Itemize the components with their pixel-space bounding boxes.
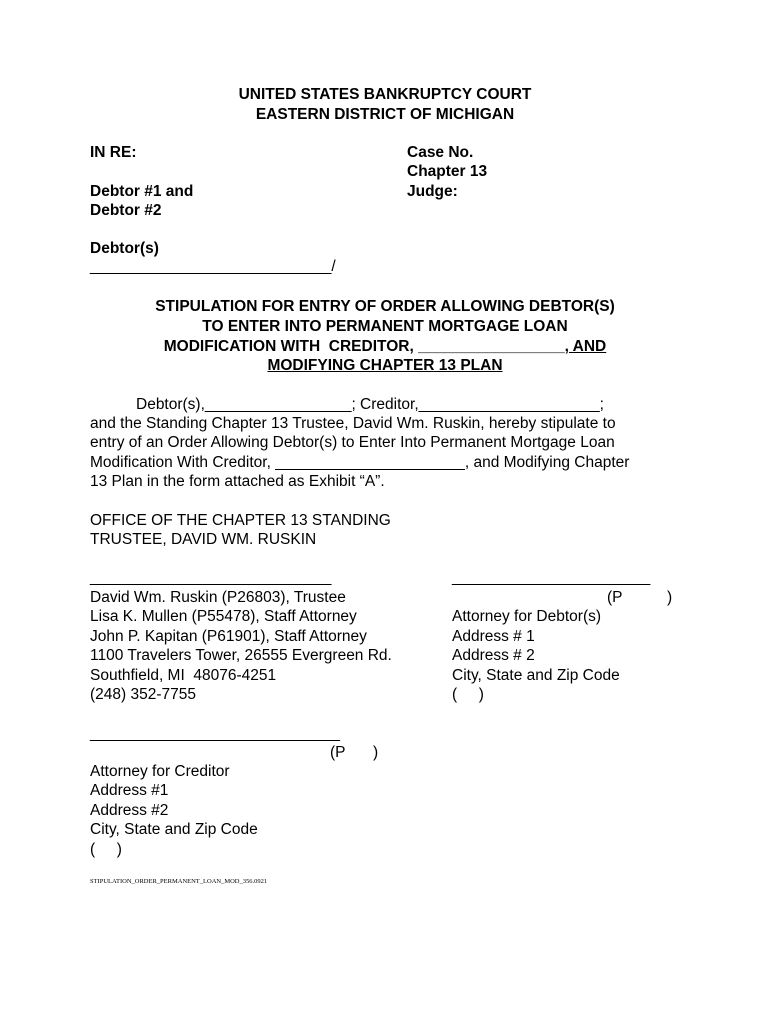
title-line-3	[0, 337, 770, 357]
creditor-attorney-signature-line: _____________________________	[90, 725, 340, 742]
trustee-name: David Wm. Ruskin (P26803), Trustee	[90, 589, 346, 606]
debtor-attorney-phone: ( )	[452, 686, 484, 703]
body-line-2: and the Standing Chapter 13 Trustee, David Wm. Ruskin, hereby stipulate to	[90, 415, 616, 432]
staff-attorney-2: John P. Kapitan (P61901), Staff Attorney	[90, 628, 367, 645]
judge-label: Judge:	[407, 183, 458, 200]
debtor-attorney-title: Attorney for Debtor(s)	[452, 608, 602, 625]
debtor-attorney-signature-line: _______________________	[452, 569, 651, 586]
body-line-5: 13 Plan in the form attached as Exhibit “A”.	[90, 473, 385, 490]
creditor-attorney-address-1: Address #1	[90, 782, 169, 799]
trustee-office-line-1: OFFICE OF THE CHAPTER 13 STANDING	[90, 512, 391, 529]
debtor-attorney-address-1: Address # 1	[452, 628, 535, 645]
creditor-attorney-phone: ( )	[90, 841, 122, 858]
creditor-attorney-city: City, State and Zip Code	[90, 821, 258, 838]
title-line-3-and: , AND	[564, 338, 607, 355]
title-line-1: STIPULATION FOR ENTRY OF ORDER ALLOWING DEBTOR(S)	[155, 298, 615, 315]
body-line-3: entry of an Order Allowing Debtor(s) to Enter Into Permanent Mortgage Loan	[90, 434, 615, 451]
debtor-attorney-bar-open: (P	[607, 589, 623, 606]
trustee-phone: (248) 352-7755	[90, 686, 196, 703]
trustee-signature-line: ____________________________	[90, 569, 332, 586]
staff-attorney-1: Lisa K. Mullen (P55478), Staff Attorney	[90, 608, 357, 625]
title-line-4: MODIFYING CHAPTER 13 PLAN	[267, 357, 503, 374]
body-line-4: Modification With Creditor, ______________________, and Modifying Chapter	[90, 454, 630, 471]
court-name: UNITED STATES BANKRUPTCY COURT	[238, 86, 532, 103]
case-number-label: Case No.	[407, 144, 474, 161]
creditor-attorney-bar-close: )	[373, 744, 379, 761]
court-district: EASTERN DISTRICT OF MICHIGAN	[255, 106, 515, 123]
caption-underline: ____________________________/	[90, 258, 336, 275]
debtor-attorney-city: City, State and Zip Code	[452, 667, 620, 684]
trustee-address-2: Southfield, MI 48076-4251	[90, 667, 277, 684]
debtor-attorney-bar-close: )	[667, 589, 673, 606]
creditor-attorney-bar-open: (P	[330, 744, 346, 761]
creditor-attorney-address-2: Address #2	[90, 802, 169, 819]
footer-document-id: STIPULATION_ORDER_PERMANENT_LOAN_MOD_356.0921	[90, 878, 268, 885]
chapter-label: Chapter 13	[407, 163, 488, 180]
debtor-attorney-address-2: Address # 2	[452, 647, 535, 664]
title-line-3-text: MODIFICATION WITH CREDITOR, _________________	[163, 338, 565, 355]
body-line-1: Debtor(s),_________________; Creditor,_____________________;	[136, 396, 604, 413]
trustee-office-line-2: TRUSTEE, DAVID WM. RUSKIN	[90, 531, 317, 548]
in-re-label: IN RE:	[90, 144, 137, 161]
debtor-2: Debtor #2	[90, 202, 162, 219]
creditor-attorney-title: Attorney for Creditor	[90, 763, 230, 780]
debtor-1: Debtor #1 and	[90, 183, 194, 200]
title-line-2: TO ENTER INTO PERMANENT MORTGAGE LOAN	[202, 318, 568, 335]
debtors-label: Debtor(s)	[90, 240, 159, 257]
trustee-address-1: 1100 Travelers Tower, 26555 Evergreen Rd.	[90, 647, 392, 664]
